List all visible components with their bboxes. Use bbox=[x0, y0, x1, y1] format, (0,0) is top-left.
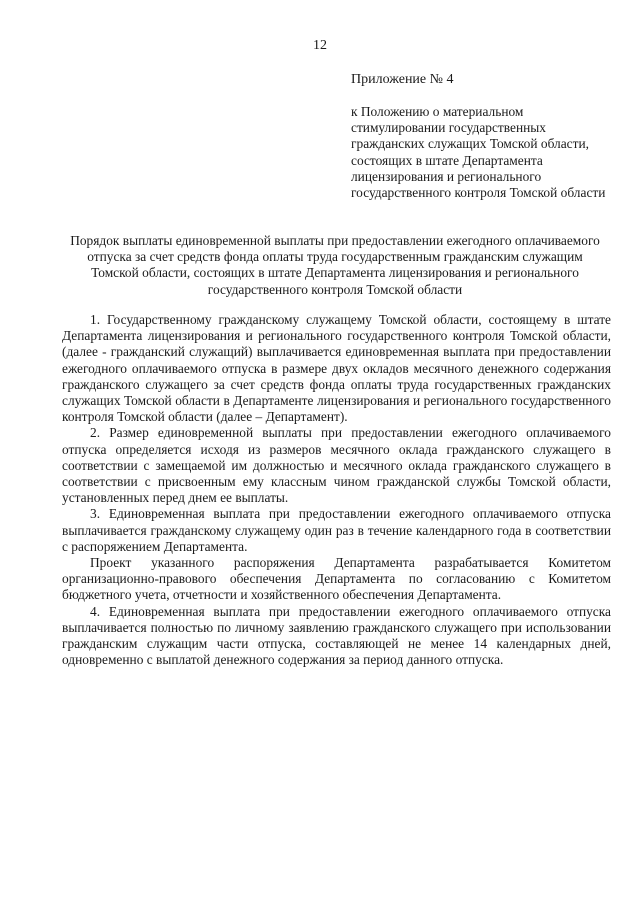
document-heading: Порядок выплаты единовременной выплаты при предоставлении ежегодного оплачиваемого отпуска за счет средств фонда оплаты труда государственным гражданским служащим Томской области, состоящих в штате Департамента лицензирования и регионального государственного контроля Томской области bbox=[70, 233, 600, 297]
paragraph-1: 1. Государственному гражданскому служащему Томской области, состоящему в штате Департамента лицензирования и регионального государственного контроля Томской области, (далее - гражданский служащий) выплачивается единовременная выплата при предоставлении ежегодного оплачиваемого отпуска в размере двух окладов месячного денежного содержания гражданского служащего за счет средств фонда оплаты труда государственных гражданских служащих Томской области в Департаменте лицензирования и регионального государственного контроля Томской области (далее – Департамент). bbox=[62, 312, 611, 425]
paragraph-3: 3. Единовременная выплата при предоставлении ежегодного оплачиваемого отпуска выплачивается гражданскому служащему один раз в течение календарного года в соответствии с распоряжением Департамента. bbox=[62, 506, 611, 554]
document-body bbox=[62, 312, 611, 668]
paragraph-2: 2. Размер единовременной выплаты при предоставлении ежегодного оплачиваемого отпуска определяется исходя из размеров месячного оклада гражданского служащего в соответствии с замещаемой им должностью и месячного оклада гражданского служащего в соответствии с присвоенным ему классным чином гражданской службы Томской области, установленных перед днем ее выплаты. bbox=[62, 425, 611, 506]
appendix-subtitle: к Положению о материальном стимулировании государственных гражданских служащих Томской области, состоящих в штате Департамента лицензирования и регионального государственного контроля Томской области bbox=[351, 104, 606, 201]
page-number: 12 bbox=[313, 38, 327, 53]
appendix-title: Приложение № 4 bbox=[351, 72, 454, 87]
paragraph-3-continuation: Проект указанного распоряжения Департамента разрабатывается Комитетом организационно-правового обеспечения Департамента по согласованию с Комитетом бюджетного учета, отчетности и хозяйственного обеспечения Департамента. bbox=[62, 555, 611, 603]
paragraph-4: 4. Единовременная выплата при предоставлении ежегодного оплачиваемого отпуска выплачивается полностью по личному заявлению гражданского служащего при использовании гражданским служащим части отпуска, составляющей не менее 14 календарных дней, одновременно с выплатой денежного содержания за период данного отпуска. bbox=[62, 603, 611, 668]
